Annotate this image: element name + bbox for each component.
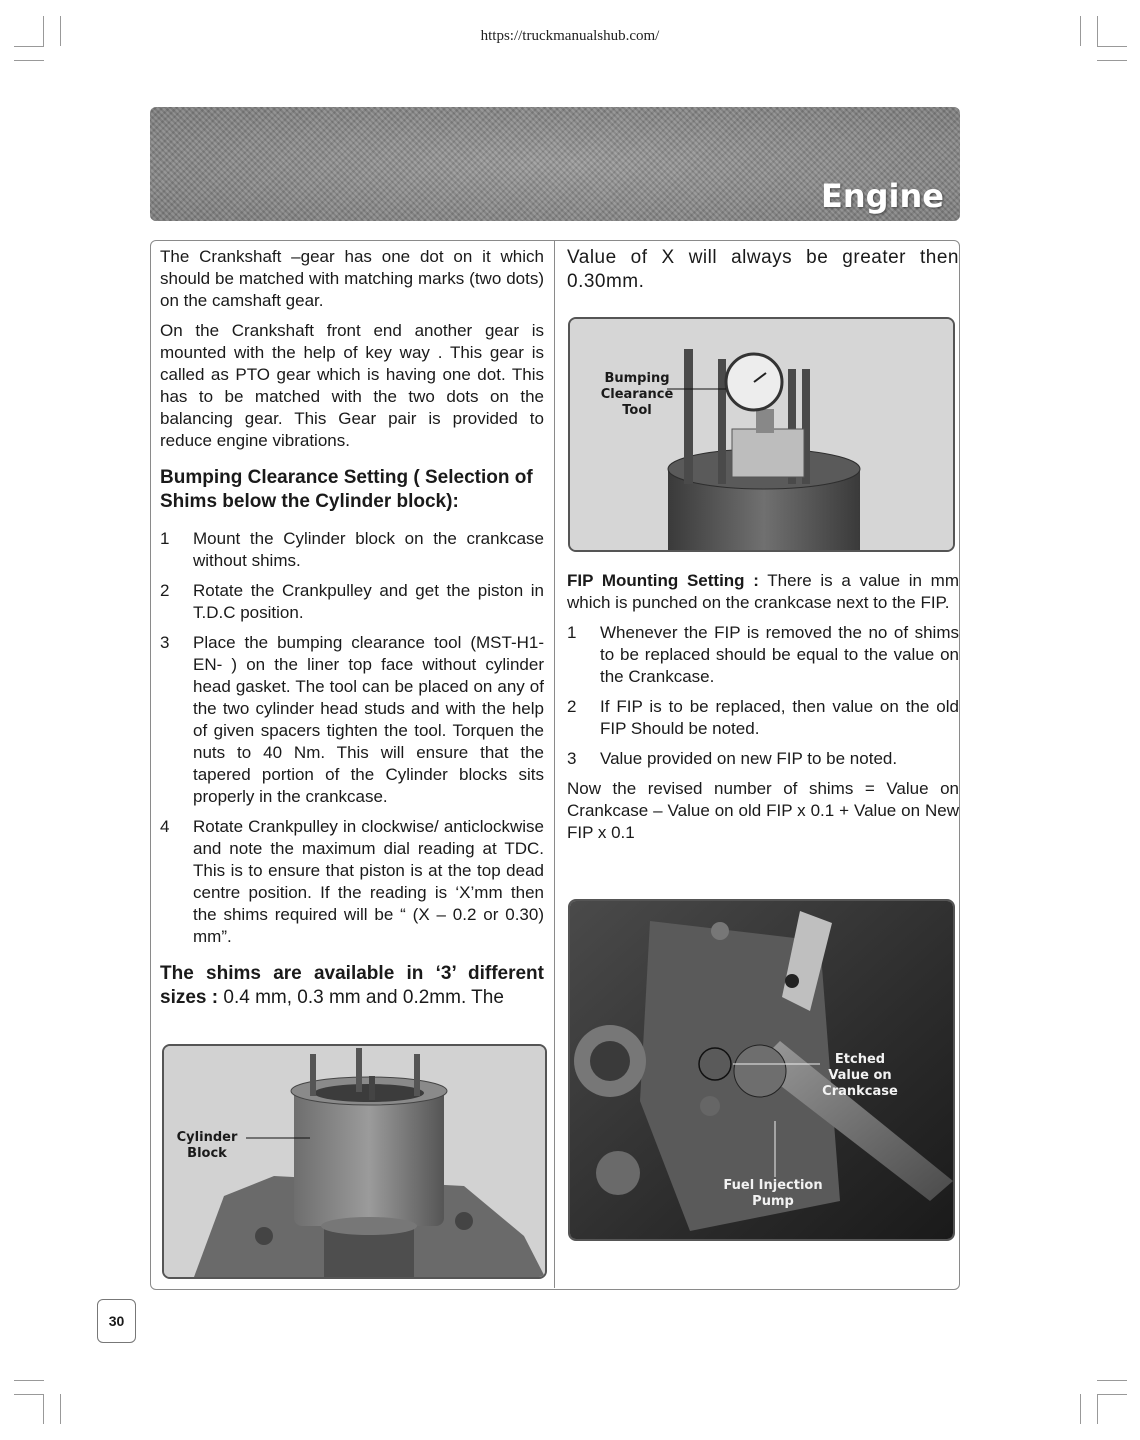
page-number: 30 <box>97 1299 136 1343</box>
bumping-clearance-heading: Bumping Clearance Setting ( Selection of Shims below the Cylinder block): <box>160 467 533 512</box>
bumping-steps-list <box>160 528 544 948</box>
etched-value-label: Etched Value on Crankcase <box>822 1052 898 1099</box>
fuel-injection-pump-label: Fuel Injection Pump <box>723 1178 823 1209</box>
value-x-note: Value of X will always be greater then 0.30mm. <box>567 247 959 292</box>
crankshaft-gear-paragraph: The Crankshaft –gear has one dot on it which should be matched with matching marks (two dots) on the camshaft gear. <box>160 247 544 310</box>
shims-formula: Now the revised number of shims = Value on Crankcase – Value on old FIP x 0.1 + Value on New FIP x 0.1 <box>567 779 959 842</box>
crop-mark <box>1097 46 1127 47</box>
list-item: 3 Place the bumping clearance tool (MST-H1-EN- ) on the liner top face without cylinder head gasket. The tool can be placed on any of the two cylinder head studs and with the help of given spacers tighten the tool. Torquen the nuts to 40 Nm. This will ensure that the tapered portion of the Cylinder blocks sits properly in the crankcase. <box>160 633 544 806</box>
fip-intro-text: There is a value in mm which is punched on the crankcase next to the FIP. <box>567 571 959 612</box>
right-column <box>567 246 959 316</box>
crankcase-fip-photo <box>568 899 955 1241</box>
crop-mark <box>14 46 44 47</box>
bumping-tool-photo <box>568 317 955 552</box>
list-item: 2 If FIP is to be replaced, then value on the old FIP Should be noted. <box>567 697 959 738</box>
pto-gear-paragraph: On the Crankshaft front end another gear is mounted with the help of key way . This gear is called as PTO gear which is having one dot. This has to be matched with the two dots on the balancing gear. This Gear pair is provided to reduce engine vibrations. <box>160 321 544 450</box>
fip-steps-list <box>567 622 959 770</box>
crop-mark <box>14 1394 44 1395</box>
crop-mark <box>43 1394 44 1424</box>
cylinder-block-photo <box>162 1044 547 1279</box>
list-item: 1 Whenever the FIP is removed the no of shims to be replaced should be equal to the value on the Crankcase. <box>567 623 959 686</box>
left-column <box>160 246 544 1010</box>
crop-mark <box>60 1394 61 1424</box>
source-url[interactable]: https://truckmanualshub.com/ <box>480 28 660 44</box>
list-item: 1 Mount the Cylinder block on the crankcase without shims. <box>160 529 544 570</box>
section-banner <box>150 107 960 221</box>
bumping-tool-label: Bumping Clearance Tool <box>600 371 674 418</box>
fip-intro <box>567 570 959 614</box>
crop-mark <box>1097 60 1127 61</box>
crop-mark <box>14 60 44 61</box>
crop-mark <box>1080 1394 1081 1424</box>
section-title: Engine <box>821 177 944 215</box>
crop-mark <box>1097 1394 1127 1395</box>
crop-mark <box>1097 1394 1098 1424</box>
fip-heading: FIP Mounting Setting : <box>567 571 759 590</box>
bumping-tool-illustration <box>570 319 953 550</box>
list-item: 3 Value provided on new FIP to be noted. <box>567 749 898 768</box>
list-item: 2 Rotate the Crankpulley and get the piston in T.D.C position. <box>160 581 544 622</box>
crop-mark <box>14 1380 44 1381</box>
shims-bold-text: The shims are available in ‘3’ different sizes : <box>160 963 544 1008</box>
cylinder-block-label: Cylinder Block <box>176 1130 238 1161</box>
crop-mark <box>1097 1380 1127 1381</box>
fip-section <box>567 570 959 852</box>
shims-rest-text: 0.4 mm, 0.3 mm and 0.2mm. The <box>218 987 504 1008</box>
list-item: 4 Rotate Crankpulley in clockwise/ anticlockwise and note the maximum dial reading at TDC. This is to ensure that piston is at the top dead centre position. If the reading is ‘X’mm then the shims required will be “ (X – 0.2 or 0.30) mm”. <box>160 817 544 946</box>
shims-sizes-text <box>160 962 544 1010</box>
column-divider <box>554 241 555 1288</box>
